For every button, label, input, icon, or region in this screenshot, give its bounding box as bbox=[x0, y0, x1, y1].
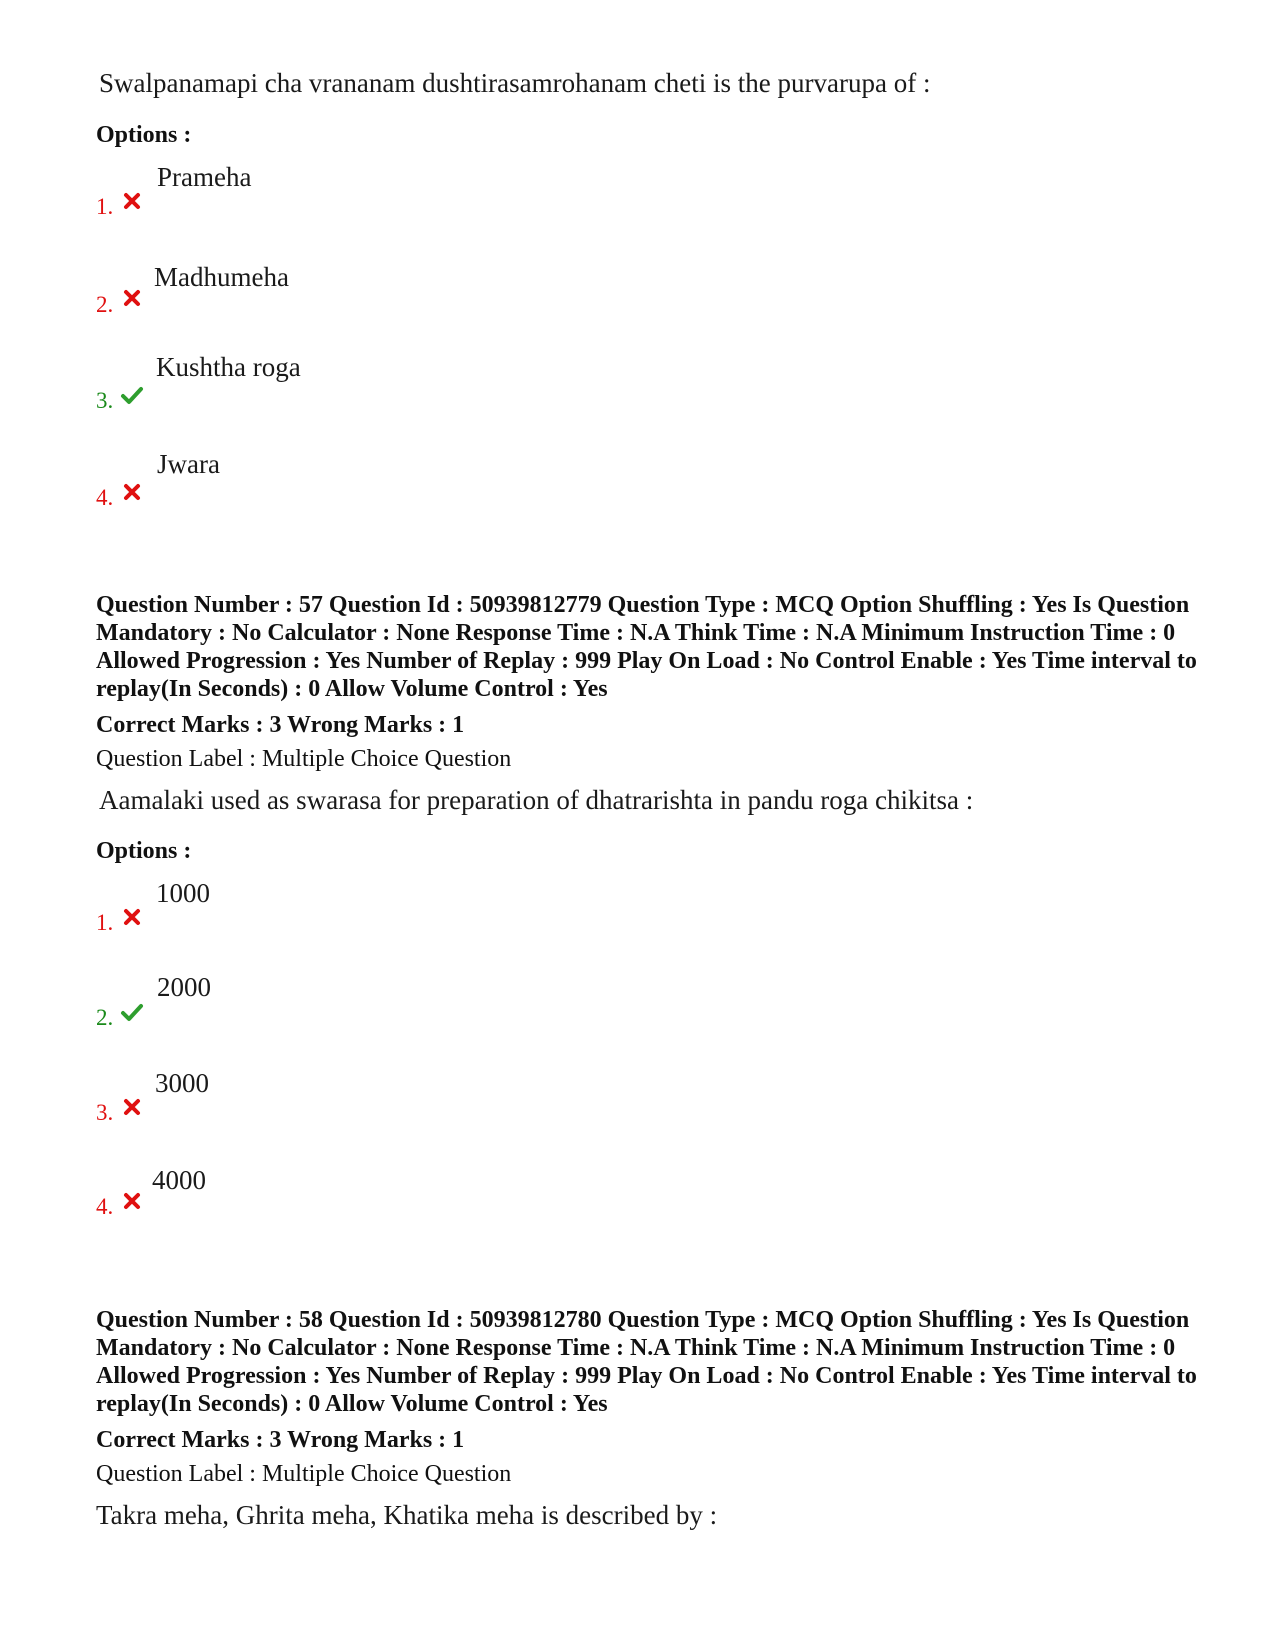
question-label: Question Label : Multiple Choice Question bbox=[96, 1461, 512, 1487]
options-heading: Options : bbox=[96, 838, 192, 864]
question-marks: Correct Marks : 3 Wrong Marks : 1 bbox=[96, 712, 465, 738]
question-label: Question Label : Multiple Choice Question bbox=[96, 746, 512, 772]
option-text: Kushtha roga bbox=[156, 352, 301, 382]
option-text: Jwara bbox=[157, 449, 220, 479]
question-marks: Correct Marks : 3 Wrong Marks : 1 bbox=[96, 1427, 465, 1453]
option-number: 2. bbox=[96, 292, 114, 317]
option-number: 4. bbox=[96, 1194, 114, 1219]
cross-icon bbox=[122, 288, 142, 308]
option-number: 2. bbox=[96, 1005, 114, 1030]
cross-icon bbox=[122, 1097, 142, 1117]
option-text: Madhumeha bbox=[154, 262, 289, 292]
question-text: Aamalaki used as swarasa for preparation of dhatrarishta in pandu roga chikitsa : bbox=[99, 785, 974, 815]
options-heading: Options : bbox=[96, 122, 192, 148]
question-text: Swalpanamapi cha vrananam dushtirasamrohanam cheti is the purvarupa of : bbox=[99, 68, 931, 98]
option-text: 1000 bbox=[156, 878, 210, 908]
check-icon bbox=[120, 1002, 144, 1022]
cross-icon bbox=[122, 191, 142, 211]
option-text: Prameha bbox=[157, 162, 252, 192]
question-meta: Question Number : 57 Question Id : 50939812779 Question Type : MCQ Option Shuffling : Yes Is Question Mandatory : No Calculator : None Response Time : N.A Think Time : N.A Minimum Instruction Time : 0 Allowed Progression : Yes Number of Replay : 999 Play On Load : No Control Enable : Yes Time interval to replay(In Seconds) : 0 Allow Volume Control : Yes bbox=[96, 592, 1197, 702]
option-number: 1. bbox=[96, 194, 114, 219]
option-text: 4000 bbox=[152, 1165, 206, 1195]
cross-icon bbox=[122, 482, 142, 502]
cross-icon bbox=[122, 1191, 142, 1211]
option-number: 3. bbox=[96, 1100, 114, 1125]
cross-icon bbox=[122, 907, 142, 927]
check-icon bbox=[120, 385, 144, 405]
option-number: 1. bbox=[96, 910, 114, 935]
question-meta: Question Number : 58 Question Id : 50939812780 Question Type : MCQ Option Shuffling : Yes Is Question Mandatory : No Calculator : None Response Time : N.A Think Time : N.A Minimum Instruction Time : 0 Allowed Progression : Yes Number of Replay : 999 Play On Load : No Control Enable : Yes Time interval to replay(In Seconds) : 0 Allow Volume Control : Yes bbox=[96, 1307, 1197, 1417]
option-text: 3000 bbox=[155, 1068, 209, 1098]
option-number: 4. bbox=[96, 485, 114, 510]
question-text: Takra meha, Ghrita meha, Khatika meha is described by : bbox=[96, 1500, 718, 1530]
option-number: 3. bbox=[96, 388, 114, 413]
option-text: 2000 bbox=[157, 972, 211, 1002]
